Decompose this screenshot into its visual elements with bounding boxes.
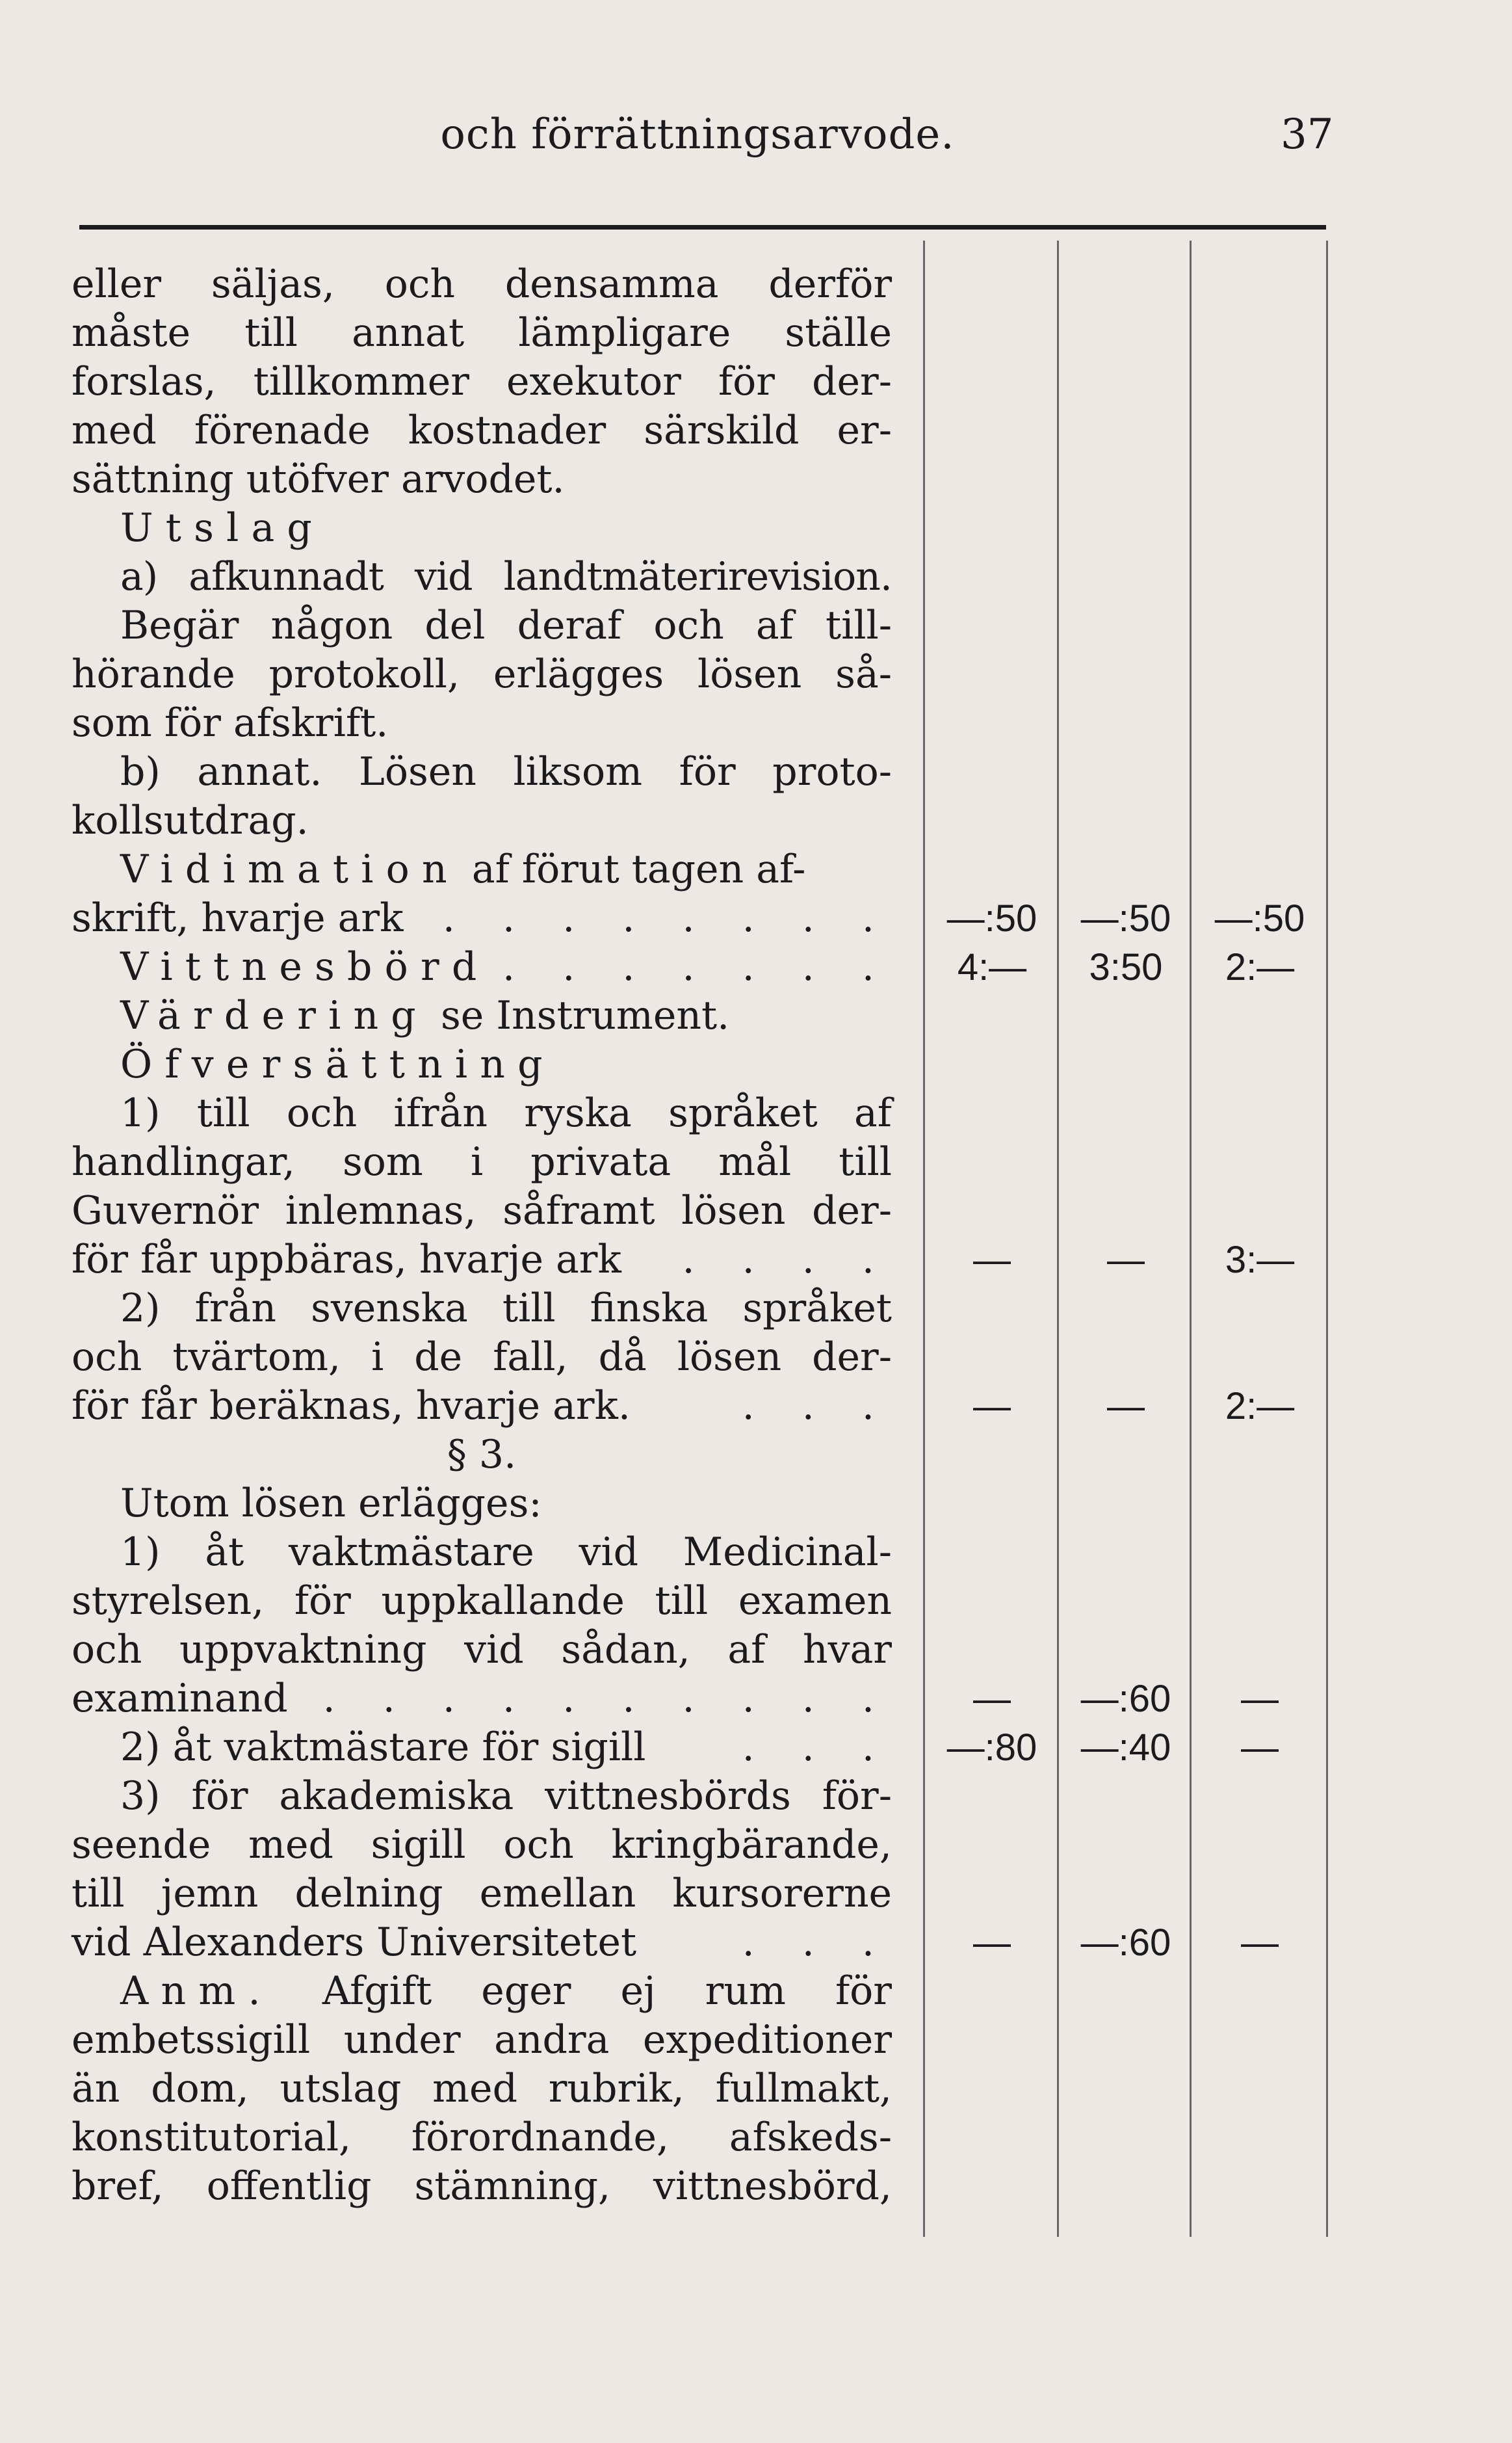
text-line: a) afkunnadt vid landtmäterirevision. (120, 554, 892, 600)
fee-col-3: 3:— (1225, 1239, 1295, 1281)
fee-col-1: —:50 (946, 897, 1037, 940)
text-line: och uppvaktning vid sådan, af hvar (72, 1627, 892, 1672)
fee-col-3: —:50 (1214, 897, 1305, 940)
text-line: med förenade kostnader särskild er- (72, 408, 892, 453)
text-line: Begär någon del deraf och af till- (120, 603, 892, 648)
fee-label: skrift, hvarje ark (72, 895, 404, 941)
fee-col-1: —:80 (946, 1726, 1037, 1769)
fee-col-3: — (1241, 1678, 1279, 1720)
fee-label: för får uppbäras, hvarje ark (72, 1237, 621, 1282)
text-line: till jemn delning emellan kursorerne (72, 1871, 892, 1916)
text-line: hörande protokoll, erlägges lösen så- (72, 652, 892, 697)
leader-dots: . . . . (682, 1237, 892, 1282)
column-rule-4 (1326, 241, 1328, 2237)
fee-col-2: —:60 (1080, 1678, 1171, 1720)
section-number: § 3. (447, 1432, 517, 1477)
text-line: som för afskrift. (72, 700, 389, 746)
text-line: forslas, tillkommer exekutor för der- (72, 359, 892, 404)
leader-dots: . . . . . . . . . . (322, 1676, 892, 1721)
text-line: eller säljas, och densamma derför (72, 261, 892, 307)
text-line: sättning utöfver arvodet. (72, 456, 565, 502)
text-line: seende med sigill och kringbärande, (72, 1822, 892, 1868)
fee-label: examinand (72, 1676, 288, 1721)
text-line: embetssigill under andra expeditioner (72, 2017, 892, 2063)
leader-dots: . . . (742, 1724, 892, 1770)
leader-dots: . . . . . . . (502, 944, 892, 990)
note-line: Anm. Afgift eger ej rum för (120, 1968, 892, 2014)
fee-col-2: — (1107, 1239, 1145, 1281)
text-line: bref, offentlig stämning, vittnesbörd, (72, 2163, 892, 2209)
fee-row (72, 1918, 892, 1967)
fee-col-1: — (973, 1921, 1011, 1964)
column-rule-2 (1057, 241, 1059, 2237)
fee-col-1: — (973, 1239, 1011, 1281)
page-number: 37 (1281, 111, 1334, 159)
section-heading: Vidimation af förut tagen af- (120, 847, 806, 892)
fee-col-3: 2:— (1225, 946, 1295, 988)
fee-row (72, 1674, 892, 1723)
leader-dots: . . . (742, 1920, 892, 1965)
fee-col-2: —:50 (1080, 897, 1171, 940)
text-line: b) annat. Lösen liksom för proto- (120, 749, 892, 795)
text-line: Värdering se Instrument. (120, 993, 730, 1038)
section-heading: Öfversättning (120, 1042, 555, 1087)
fee-col-1: — (973, 1385, 1011, 1427)
text-line: 1) till och ifrån ryska språket af (120, 1090, 892, 1136)
fee-col-2: —:60 (1080, 1921, 1171, 1964)
fee-col-3: — (1241, 1921, 1279, 1964)
fee-label: vid Alexanders Universitetet (72, 1920, 637, 1965)
fee-row (72, 943, 892, 992)
text-line: och tvärtom, i de fall, då lösen der- (72, 1334, 892, 1380)
fee-col-1: 4:— (957, 946, 1027, 988)
fee-col-2: —:40 (1080, 1726, 1171, 1769)
text-line: 2) från svenska till finska språket (120, 1286, 892, 1331)
section-heading: Utslag (120, 505, 325, 551)
fee-col-3: 2:— (1225, 1385, 1295, 1427)
header-rule (79, 225, 1326, 230)
fee-label: för får beräknas, hvarje ark. (72, 1383, 631, 1429)
fee-row (72, 894, 892, 943)
fee-label: Vittnesbörd (120, 944, 489, 990)
text-line: styrelsen, för uppkallande till examen (72, 1578, 892, 1624)
text-line: Guvernör inlemnas, såframt lösen der- (72, 1188, 892, 1234)
fee-row (72, 1723, 892, 1772)
text-line: handlingar, som i privata mål till (72, 1139, 892, 1185)
text-line: än dom, utslag med rubrik, fullmakt, (72, 2066, 892, 2111)
leader-dots: . . . (742, 1383, 892, 1429)
text-line: Utom lösen erlägges: (120, 1481, 542, 1526)
leader-dots: . . . . . . . . (442, 895, 892, 941)
fee-label: 2) åt vaktmästare för sigill (120, 1724, 646, 1770)
text-line: 1) åt vaktmästare vid Medicinal- (120, 1529, 892, 1575)
text-line: kollsutdrag. (72, 798, 309, 843)
text-line: måste till annat lämpligare ställe (72, 310, 892, 356)
fee-col-3: — (1241, 1726, 1279, 1769)
fee-col-1: — (973, 1678, 1011, 1720)
fee-col-2: — (1107, 1385, 1145, 1427)
text-line: konstitutorial, förordnande, afskeds- (72, 2115, 892, 2160)
fee-col-2: 3:50 (1089, 946, 1163, 988)
column-rule-1 (923, 241, 925, 2237)
text-line: 3) för akademiska vittnesbörds för- (120, 1773, 892, 1819)
running-header: och förrättningsarvode. (440, 111, 955, 159)
fee-row (72, 1235, 892, 1284)
fee-row (72, 1382, 892, 1431)
